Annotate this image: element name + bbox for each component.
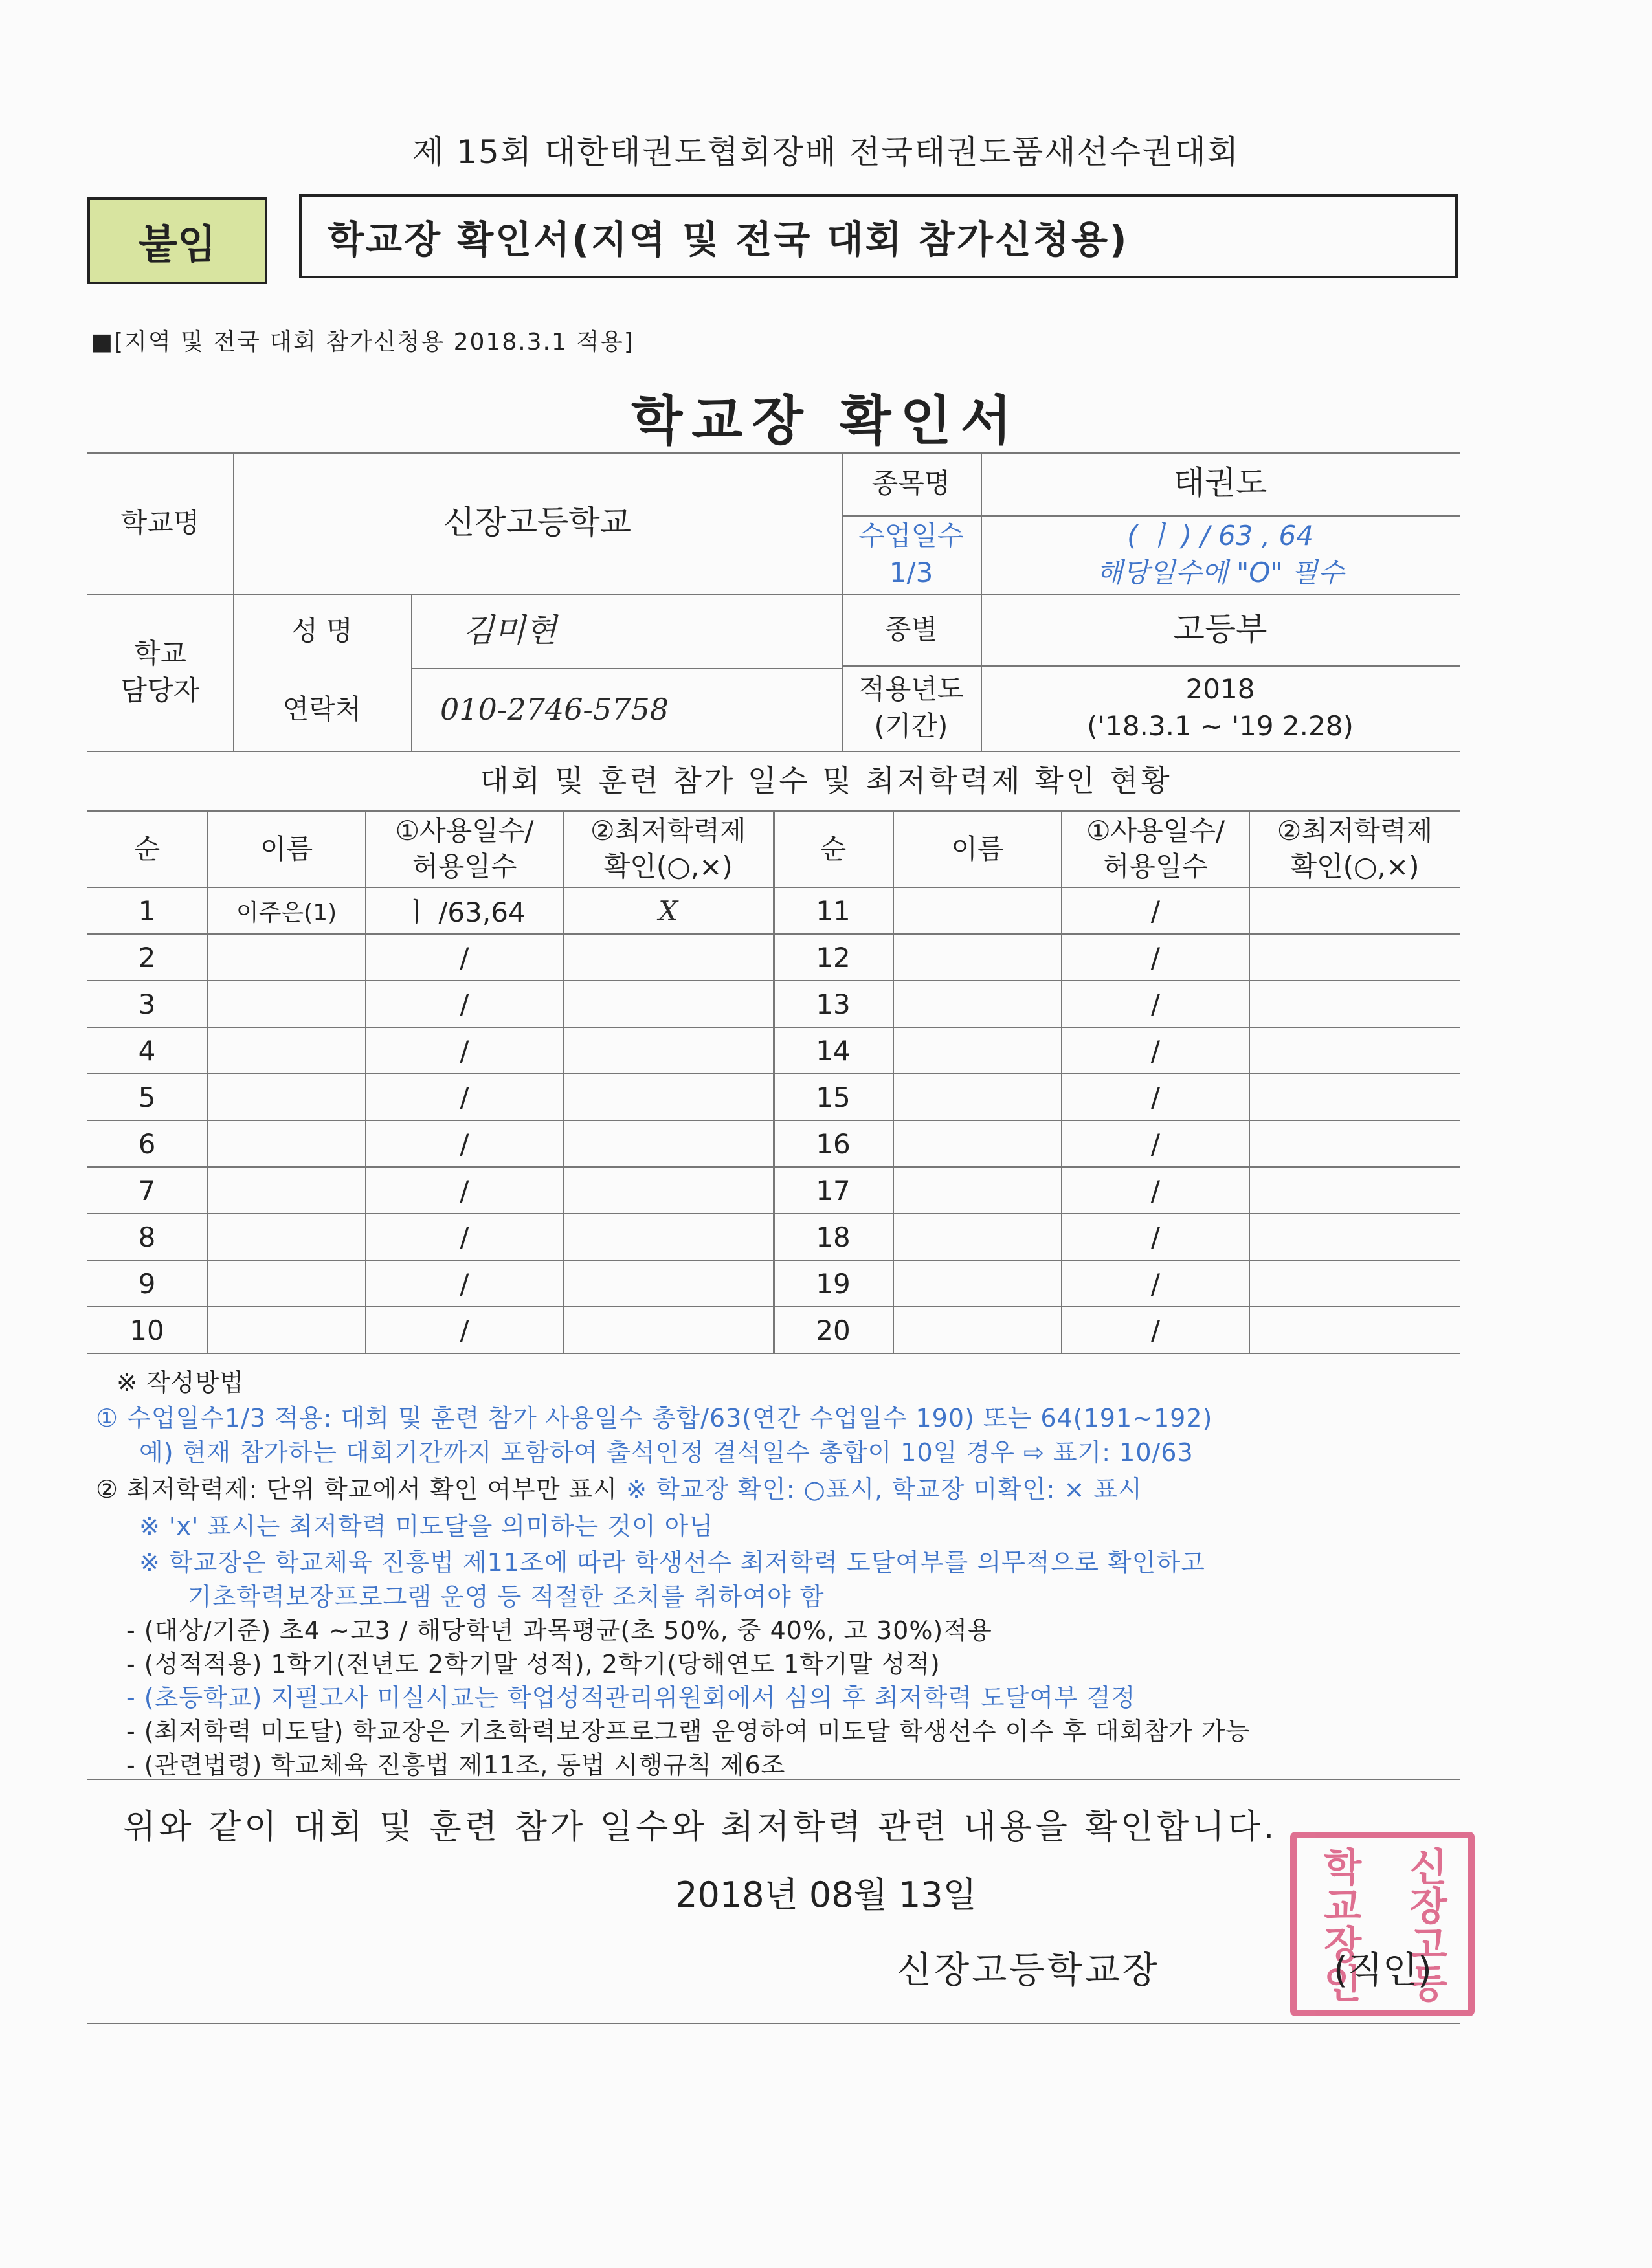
signature-date: 2018년 08월 13일 bbox=[675, 1874, 977, 1915]
year-value bbox=[981, 665, 1460, 751]
note-2: ② 최저학력제: 단위 학교에서 확인 여부만 표시 ※ 학교장 확인: ○표시, 학교장 미확인: × 표시 bbox=[96, 1475, 1143, 1504]
row-number: 11 bbox=[774, 887, 893, 934]
row-academic-check: X bbox=[563, 887, 774, 934]
table-row bbox=[774, 1120, 1460, 1167]
table-row bbox=[774, 1307, 1460, 1353]
row-name bbox=[893, 981, 1062, 1027]
row-name bbox=[893, 934, 1062, 981]
name-label: 성 명 bbox=[291, 614, 353, 647]
row-academic-check bbox=[1249, 1307, 1460, 1353]
row-days: / bbox=[366, 1260, 563, 1307]
row-days: / bbox=[366, 1027, 563, 1074]
row-name bbox=[893, 1120, 1062, 1167]
division-value: 고등부 bbox=[1173, 610, 1267, 649]
year-label-line2: (기간) bbox=[874, 710, 948, 742]
row-name bbox=[207, 1120, 366, 1167]
table-row bbox=[774, 1074, 1460, 1120]
row-days: / bbox=[366, 981, 563, 1027]
row-number: 5 bbox=[87, 1074, 207, 1120]
row-days: / bbox=[366, 1214, 563, 1260]
row-days: / bbox=[366, 1120, 563, 1167]
principal-title: 신장고등학교장 bbox=[897, 1950, 1160, 1992]
row-name bbox=[207, 934, 366, 981]
row-academic-check bbox=[563, 1214, 774, 1260]
header-no: 순 bbox=[774, 811, 893, 887]
row-academic-check bbox=[1249, 981, 1460, 1027]
row-name bbox=[207, 1167, 366, 1214]
row-days: / bbox=[1062, 1074, 1249, 1120]
row-number: 13 bbox=[774, 981, 893, 1027]
row-number: 12 bbox=[774, 934, 893, 981]
row-academic-check bbox=[563, 981, 774, 1027]
row-number: 17 bbox=[774, 1167, 893, 1214]
confirmation-statement: 위와 같이 대회 및 훈련 참가 일수와 최저학력 관련 내용을 확인합니다. bbox=[123, 1808, 1278, 1847]
row-academic-check bbox=[563, 1260, 774, 1307]
row-days: / bbox=[1062, 1307, 1249, 1353]
row-number: 14 bbox=[774, 1027, 893, 1074]
row-name bbox=[207, 1214, 366, 1260]
detail-2: - (성적적용) 1학기(전년도 2학기말 성적), 2학기(당해연도 1학기말 성적) bbox=[126, 1650, 941, 1678]
table-row bbox=[774, 981, 1460, 1027]
row-number: 20 bbox=[774, 1307, 893, 1353]
detail-5: - (관련법령) 학교체육 진흥법 제11조, 동법 시행규칙 제6조 bbox=[126, 1751, 786, 1779]
table-row bbox=[774, 1260, 1460, 1307]
seal-text: 신장고등 bbox=[1402, 1846, 1448, 2002]
header-days: ①사용일수/ 허용일수 bbox=[366, 811, 563, 887]
row-days: / bbox=[1062, 1214, 1249, 1260]
row-name bbox=[893, 887, 1062, 934]
row-days: / bbox=[1062, 981, 1249, 1027]
class-days-label-line1: 수업일수 bbox=[858, 520, 964, 552]
class-days-label-line2: 1/3 bbox=[889, 557, 933, 588]
table-row bbox=[87, 1120, 774, 1167]
row-academic-check bbox=[563, 934, 774, 981]
row-academic-check bbox=[1249, 1027, 1460, 1074]
row-number: 7 bbox=[87, 1167, 207, 1214]
year-label bbox=[842, 665, 981, 751]
detail-3: - (초등학교) 지필고사 미실시교는 학업성적관리위원회에서 심의 후 최저학력 도달여부 결정 bbox=[126, 1684, 1136, 1712]
note-4b: 기초학력보장프로그램 운영 등 적절한 조치를 취하여야 함 bbox=[188, 1583, 825, 1611]
class-days-value-line1: ( ㅣ ) / 63 , 64 bbox=[1127, 520, 1313, 552]
row-name bbox=[893, 1167, 1062, 1214]
row-name bbox=[893, 1027, 1062, 1074]
event-title: 제 15회 대한태권도협회장배 전국태권도품새선수권대회 bbox=[412, 133, 1240, 171]
row-days: / bbox=[366, 934, 563, 981]
table-row bbox=[774, 934, 1460, 981]
row-academic-check bbox=[1249, 1074, 1460, 1120]
row-academic-check bbox=[563, 1027, 774, 1074]
row-number: 15 bbox=[774, 1074, 893, 1120]
table-row bbox=[774, 1214, 1460, 1260]
note-3: ※ 'x' 표시는 최저학력 미도달을 의미하는 것이 아님 bbox=[139, 1512, 714, 1540]
table-header-row bbox=[87, 811, 774, 887]
row-academic-check bbox=[1249, 1120, 1460, 1167]
table-row bbox=[87, 1260, 774, 1307]
table-row bbox=[87, 887, 774, 934]
row-days: / bbox=[1062, 887, 1249, 934]
row-number: 9 bbox=[87, 1260, 207, 1307]
row-name: 이주은(1) bbox=[207, 887, 366, 934]
division-label: 종별 bbox=[884, 613, 938, 645]
header-name: 이름 bbox=[893, 811, 1062, 887]
attachment-badge: 붙임 bbox=[87, 197, 267, 284]
form-subnote: ■[지역 및 전국 대회 참가신청용 2018.3.1 적용] bbox=[91, 329, 634, 355]
row-academic-check bbox=[1249, 1214, 1460, 1260]
row-days: / bbox=[366, 1074, 563, 1120]
table-row bbox=[87, 1214, 774, 1260]
row-academic-check bbox=[563, 1120, 774, 1167]
document-title: 학교장 확인서 bbox=[631, 390, 1021, 452]
table-row bbox=[87, 981, 774, 1027]
event-label: 종목명 bbox=[871, 467, 951, 499]
row-days: ㅣ /63,64 bbox=[366, 887, 563, 934]
table-header-row bbox=[774, 811, 1460, 887]
row-name bbox=[207, 1260, 366, 1307]
phone-label: 연락처 bbox=[282, 693, 362, 725]
row-number: 6 bbox=[87, 1120, 207, 1167]
participation-table-caption: 대회 및 훈련 참가 일수 및 최저학력제 확인 현황 bbox=[480, 763, 1172, 798]
table-row bbox=[774, 1027, 1460, 1074]
header-academic: ②최저학력제 확인(○,×) bbox=[563, 811, 774, 887]
row-days: / bbox=[1062, 1027, 1249, 1074]
table-row bbox=[87, 934, 774, 981]
note-1a: ① 수업일수1/3 적용: 대회 및 훈련 참가 사용일수 총합/63(연간 수업일수 190) 또는 64(191~192) bbox=[96, 1404, 1213, 1432]
row-number: 1 bbox=[87, 887, 207, 934]
participation-table-left bbox=[87, 810, 775, 1354]
event-value: 태권도 bbox=[1173, 464, 1267, 502]
contact-label-line1: 학교 bbox=[133, 638, 187, 670]
detail-4: - (최저학력 미도달) 학교장은 기초학력보장프로그램 운영하여 미도달 학생선수 이수 후 대회참가 가능 bbox=[126, 1717, 1251, 1746]
row-academic-check bbox=[563, 1074, 774, 1120]
row-days: / bbox=[1062, 934, 1249, 981]
row-academic-check bbox=[1249, 1260, 1460, 1307]
year-value-line1: 2018 bbox=[1185, 673, 1255, 706]
row-name bbox=[207, 1027, 366, 1074]
row-name bbox=[207, 1307, 366, 1353]
row-academic-check bbox=[1249, 887, 1460, 934]
contact-person-label bbox=[87, 594, 233, 751]
row-number: 3 bbox=[87, 981, 207, 1027]
row-name bbox=[207, 1074, 366, 1120]
class-days-label bbox=[842, 515, 981, 594]
table-row bbox=[87, 1307, 774, 1353]
detail-1: - (대상/기준) 초4 ~고3 / 해당학년 과목평균(초 50%, 중 40%, 고 30%)적용 bbox=[126, 1616, 992, 1645]
row-number: 19 bbox=[774, 1260, 893, 1307]
row-number: 18 bbox=[774, 1214, 893, 1260]
class-days-value bbox=[981, 515, 1460, 594]
row-name bbox=[893, 1074, 1062, 1120]
row-days: / bbox=[1062, 1167, 1249, 1214]
note-1b: 예) 현재 참가하는 대회기간까지 포함하여 출석인정 결석일수 총합이 10일 경우 ⇨ 표기: 10/63 bbox=[139, 1438, 1194, 1467]
row-name bbox=[893, 1214, 1062, 1260]
header-name: 이름 bbox=[207, 811, 366, 887]
row-days: / bbox=[1062, 1260, 1249, 1307]
name-value: 김미현 bbox=[463, 612, 557, 650]
row-number: 4 bbox=[87, 1027, 207, 1074]
school-name-value: 신장고등학교 bbox=[443, 504, 631, 542]
row-academic-check bbox=[1249, 934, 1460, 981]
row-name bbox=[207, 981, 366, 1027]
row-academic-check bbox=[563, 1167, 774, 1214]
seal-text: 학교장인 bbox=[1317, 1846, 1363, 2002]
row-academic-check bbox=[563, 1307, 774, 1353]
row-academic-check bbox=[1249, 1167, 1460, 1214]
year-label-line1: 적용년도 bbox=[858, 673, 964, 706]
row-days: / bbox=[366, 1307, 563, 1353]
header-no: 순 bbox=[87, 811, 207, 887]
note-4a: ※ 학교장은 학교체육 진흥법 제11조에 따라 학생선수 최저학력 도달여부를 의무적으로 확인하고 bbox=[139, 1548, 1205, 1577]
row-name bbox=[893, 1260, 1062, 1307]
table-row bbox=[774, 887, 1460, 934]
table-row bbox=[774, 1167, 1460, 1214]
row-days: / bbox=[1062, 1120, 1249, 1167]
class-days-value-line2: 해당일수에 "O" 필수 bbox=[1096, 557, 1345, 588]
school-name-label: 학교명 bbox=[120, 506, 200, 539]
header-academic: ②최저학력제 확인(○,×) bbox=[1249, 811, 1460, 887]
row-number: 16 bbox=[774, 1120, 893, 1167]
row-number: 8 bbox=[87, 1214, 207, 1260]
participation-table-right bbox=[774, 810, 1460, 1354]
table-row bbox=[87, 1074, 774, 1120]
row-days: / bbox=[366, 1167, 563, 1214]
table-row bbox=[87, 1027, 774, 1074]
phone-value: 010-2746-5758 bbox=[440, 691, 669, 727]
row-number: 2 bbox=[87, 934, 207, 981]
header-days: ①사용일수/ 허용일수 bbox=[1062, 811, 1249, 887]
row-number: 10 bbox=[87, 1307, 207, 1353]
year-value-line2: ('18.3.1 ~ '19 2.28) bbox=[1087, 710, 1354, 742]
header-title-box: 학교장 확인서(지역 및 전국 대회 참가신청용) bbox=[299, 194, 1458, 278]
contact-label-line2: 담당자 bbox=[120, 674, 200, 706]
notes-heading: ※ 작성방법 bbox=[117, 1368, 244, 1397]
table-row bbox=[87, 1167, 774, 1214]
seal-label: (직인) bbox=[1334, 1950, 1432, 1992]
row-name bbox=[893, 1307, 1062, 1353]
